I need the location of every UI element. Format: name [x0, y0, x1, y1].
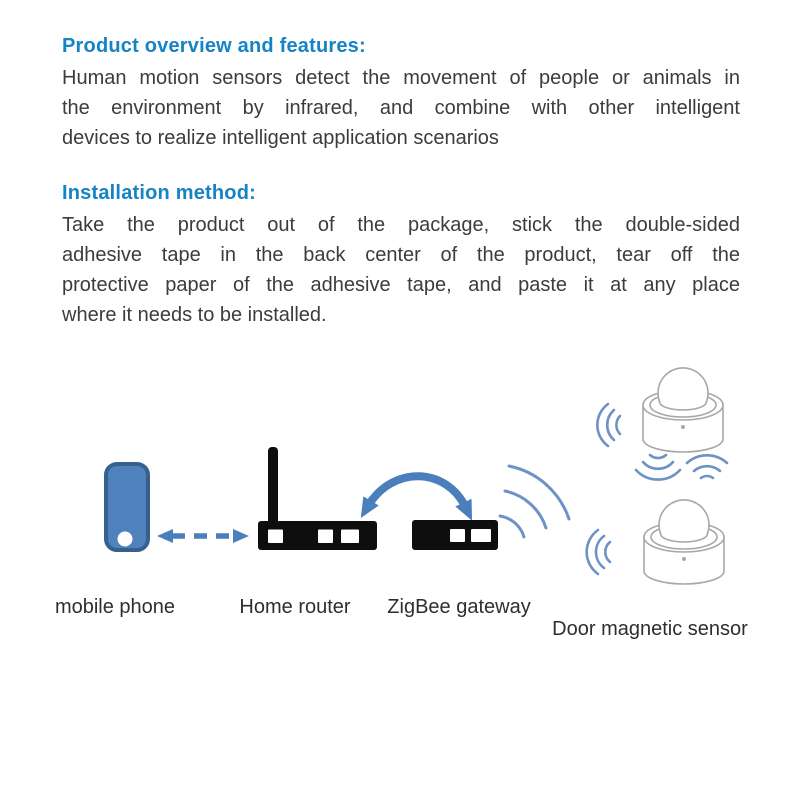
- wifi-signal-icon: [500, 466, 569, 537]
- motion-sensor-icon: [643, 368, 723, 452]
- signal-waves-icon: [636, 455, 727, 480]
- gateway-label: ZigBee gateway: [387, 596, 531, 618]
- signal-waves-icon: [587, 530, 610, 574]
- router-label: Home router: [239, 596, 351, 618]
- curved-double-arrow-icon: [368, 476, 466, 508]
- overview-heading: Product overview and features:: [62, 35, 366, 57]
- mobile-phone-icon: [106, 464, 148, 550]
- paragraph-line: Human motion sensors detect the movement of people or animals in: [62, 67, 740, 89]
- paragraph-line: the environment by infrared, and combine with other intelligent: [62, 97, 740, 119]
- paragraph-line: protective paper of the adhesive tape, and paste it at any place: [62, 274, 740, 296]
- sensor-label: Door magnetic sensor: [552, 618, 748, 640]
- paragraph-line: adhesive tape in the back center of the product, tear off the: [62, 244, 740, 266]
- installation-heading: Installation method:: [62, 182, 256, 204]
- paragraph-line: Take the product out of the package, stick the double-sided: [62, 214, 740, 236]
- phone-label: mobile phone: [54, 596, 176, 618]
- home-router-icon: [258, 447, 377, 550]
- paragraph-line: devices to realize intelligent application scenarios: [62, 127, 499, 149]
- zigbee-gateway-icon: [412, 520, 498, 550]
- signal-waves-icon: [597, 404, 620, 446]
- motion-sensor-icon: [644, 500, 724, 584]
- paragraph-line: where it needs to be installed.: [62, 304, 327, 326]
